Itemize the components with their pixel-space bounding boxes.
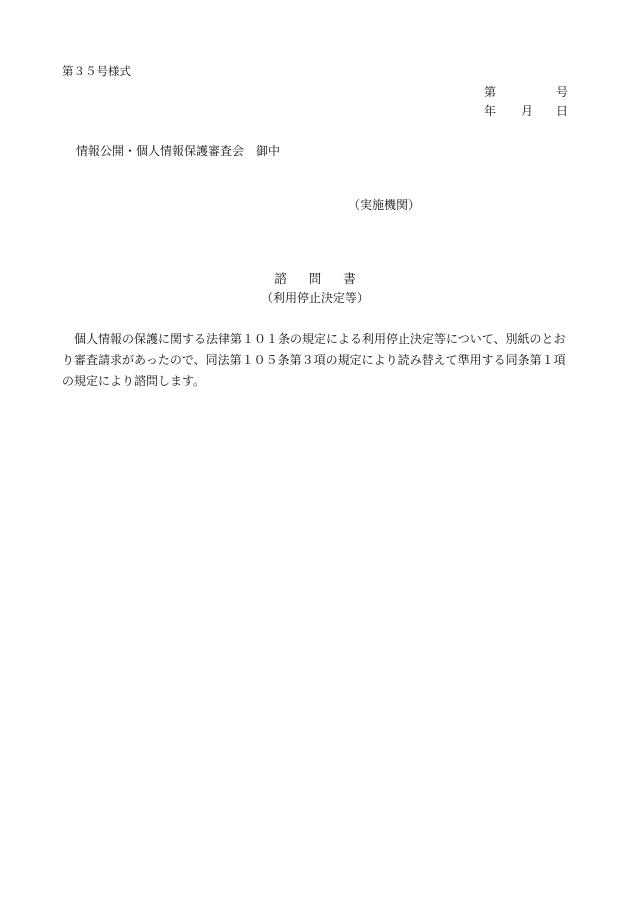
document-subtitle: （利用停止決定等） <box>260 291 369 305</box>
date-day: 日 <box>555 104 568 118</box>
form-number: 第３５号様式 <box>62 64 131 78</box>
number-prefix: 第 <box>484 85 497 99</box>
date-year: 年 <box>484 104 497 118</box>
title-char-2: 問 <box>308 271 322 286</box>
number-suffix: 号 <box>555 85 568 99</box>
title-char-1: 諮 <box>274 271 287 286</box>
date-month: 月 <box>521 104 534 118</box>
addressee: 情報公開・個人情報保護審査会 御中 <box>76 144 281 158</box>
title-char-3: 書 <box>343 271 356 286</box>
document-title <box>0 273 630 286</box>
body-paragraph: 個人情報の保護に関する法律第１０１条の規定による利用停止決定等について、別紙のとおり審査請求があったので、同法第１０５条第３項の規定により読み替えて準用する同条第１項の規定により諮問します。 <box>62 332 566 388</box>
agency-label: （実施機関） <box>348 198 421 212</box>
